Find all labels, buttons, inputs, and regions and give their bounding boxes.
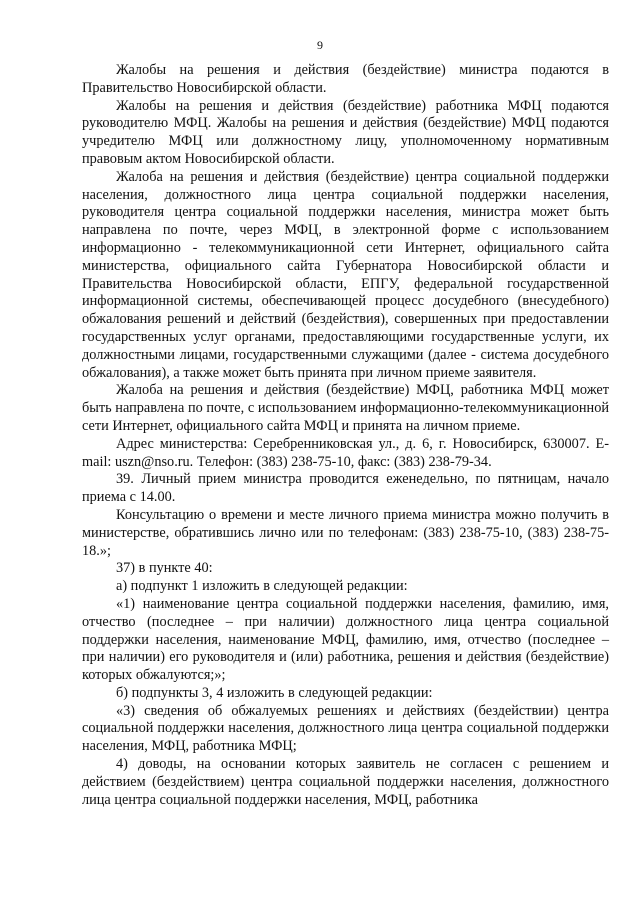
paragraph-quote-1: «1) наименование центра социальной поддержки населения, фамилию, имя, отчество (последнее – при наличии) должностного лица центра социальной поддержки населения, наименование МФЦ, фамилию, имя, отчество (последнее – при наличии) его руководителя и (или) работника, решения и действия (бездействие) которых обжалуются;»; [82, 595, 609, 684]
page-number: 9 [317, 38, 323, 52]
paragraph-consultation: Консультацию о времени и месте личного приема министра можно получить в министерстве, обратившись лично или по телефонам: (383) 238-75-10, (383) 238-75-18.»; [82, 506, 609, 559]
document-body [82, 62, 609, 809]
paragraph-quote-4: 4) доводы, на основании которых заявитель не согласен с решением и действием (бездействием) центра социальной поддержки населения, должностного лица центра социальной поддержки населения, МФЦ, работника [82, 756, 609, 808]
paragraph-complaints-minister: Жалобы на решения и действия (бездействие) министра подаются в Правительство Новосибирской области. [82, 62, 609, 96]
paragraph-item-37: 37) в пункте 40: [116, 560, 213, 577]
paragraph-ministry-address: Адрес министерства: Серебренниковская ул., д. 6, г. Новосибирск, 630007. E-mail: uszn@nso.ru. Телефон: (383) 238-75-10, факс: (383) 238-79-34. [82, 435, 609, 470]
paragraph-item-39: 39. Личный прием министра проводится еженедельно, по пятницам, начало приема с 14.00. [82, 471, 609, 506]
paragraph-complaints-mfc-worker: Жалобы на решения и действия (бездействие) работника МФЦ подаются руководителю МФЦ. Жалобы на решения и действия (бездействие) МФЦ подаются учредителю МФЦ или должностному лицу, уполномоченному нормативным правовым актом Новосибирской области. [82, 97, 609, 167]
paragraph-subitem-b: б) подпункты 3, 4 изложить в следующей редакции: [116, 684, 433, 701]
paragraph-complaint-mfc: Жалоба на решения и действия (бездействие) МФЦ, работника МФЦ может быть направлена по почте, с использованием информационно-телекоммуникационной сети Интернет, официального сайта МФЦ и принята на личном приеме. [82, 382, 609, 434]
paragraph-quote-3: «3) сведения об обжалуемых решениях и действиях (бездействии) центра социальной поддержки населения, должностного лица центра социальной поддержки населения, МФЦ, работника МФЦ; [82, 702, 609, 755]
paragraph-subitem-a: а) подпункт 1 изложить в следующей редакции: [116, 578, 408, 595]
paragraph-complaint-submission-methods: Жалоба на решения и действия (бездействие) центра социальной поддержки населения, должностного лица центра социальной поддержки населения, руководителя центра социальной поддержки населения, министра может быть направлена по почте, через МФЦ, в электронной форме с использованием информационно - телекоммуникационной сети Интернет, официального сайта министерства, официального сайта Губернатора Новосибирской области и Правительства Новосибирской области, ЕПГУ, федеральной государственной информационной системы, обеспечивающей процесс досудебного (внесудебного) обжалования решений и действий (бездействия), совершенных при предоставлении государственных услуг органами, предоставляющими государственные услуги, их должностными лицами, государственными служащими (далее - система досудебного обжалования), а также может быть принята при личном приеме заявителя. [82, 168, 609, 381]
